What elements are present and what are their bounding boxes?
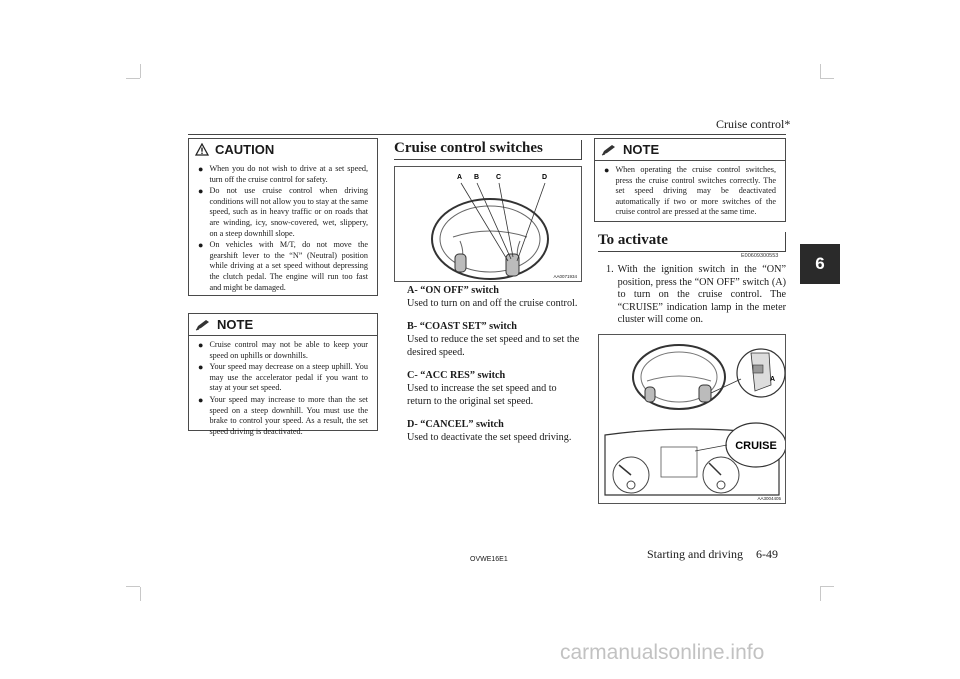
section-title-activate: To activate <box>598 232 668 248</box>
caution-item: ● Do not use cruise control when driving conditions will not allow you to stay at the same speed, such as in heavy traffic or on roads that are winding, icy, snow-covered, wet, slippery, on a steep downhill slope. <box>198 186 368 238</box>
warning-triangle-icon <box>195 143 209 156</box>
section-rule <box>394 159 582 160</box>
switch-title: D- “CANCEL” switch <box>407 419 504 430</box>
switch-description <box>407 285 583 311</box>
note-label: NOTE <box>623 142 660 157</box>
running-header-title: Cruise control* <box>716 117 791 131</box>
bullet-icon: ● <box>198 240 204 251</box>
section-rule <box>598 251 786 252</box>
caution-label: CAUTION <box>215 142 275 157</box>
note-item: ● Your speed may decrease on a steep uphill. You may use the accelerator pedal if you want to stay at your set speed. <box>198 362 368 393</box>
crop-mark <box>126 586 140 587</box>
steering-switches-figure <box>394 166 582 282</box>
crop-mark <box>820 587 821 601</box>
section-rule <box>785 232 786 252</box>
figure-label-d: D <box>542 174 548 181</box>
note-item: ● Cruise control may not be able to keep your speed on uphills or downhills. <box>198 340 368 360</box>
meter-cluster-illustration <box>599 335 785 503</box>
switch-description <box>407 321 583 359</box>
figure-label-a: A <box>457 174 463 181</box>
figure-code: AA0071934 <box>553 274 577 279</box>
bullet-icon: ● <box>198 186 204 197</box>
step-number: 1. <box>606 264 614 275</box>
switch-desc: Used to turn on and off the cruise control. <box>407 297 578 309</box>
section-rule <box>581 140 582 160</box>
crop-mark <box>140 587 141 601</box>
caution-header <box>189 139 377 160</box>
bullet-icon: ● <box>604 165 610 175</box>
note-box <box>188 313 378 436</box>
activate-step <box>606 264 786 327</box>
header-rule <box>188 134 786 135</box>
footer-code: OVWE16E1 <box>470 556 508 563</box>
crop-mark <box>820 78 834 79</box>
bullet-icon: ● <box>198 340 204 350</box>
caution-box <box>188 138 378 296</box>
switch-title: A- “ON OFF” switch <box>407 285 499 296</box>
figure-label-c: C <box>496 174 502 181</box>
bullet-icon: ● <box>198 164 204 174</box>
note-header <box>595 139 785 161</box>
note-header <box>189 314 377 336</box>
figure-code: AA3004405 <box>757 496 781 501</box>
switch-desc: Used to increase the set speed and to return to the original set speed. <box>407 382 557 407</box>
crop-mark <box>140 64 141 78</box>
watermark: carmanualsonline.info <box>560 641 765 664</box>
note-item: ● When operating the cruise control switches, press the cruise control switches correctly. The set speed driving may be deactivated automatically if two or more switches of the cruise control are pressed at the same time. <box>604 165 776 217</box>
crop-mark <box>820 64 821 78</box>
caution-item: ● When you do not wish to drive at a set speed, turn off the cruise control for safety. <box>198 164 368 184</box>
bullet-icon: ● <box>198 362 204 373</box>
switch-description <box>407 370 583 408</box>
section-title-switches: Cruise control switches <box>394 140 543 156</box>
note-item: ● Your speed may increase to more than the set speed on a steep downhill. You must use the brake to control your speed. As a result, the set speed driving is deactivated. <box>198 394 368 436</box>
figure-label-a: A <box>770 376 776 383</box>
section-code: E00609300553 <box>741 253 779 259</box>
figure-label-b: B <box>474 174 480 181</box>
step-text: With the ignition switch in the “ON” position, press the “ON OFF” switch (A) to turn on the cruise control. The “CRUISE” indication lamp in the meter cluster will come on. <box>617 264 786 326</box>
bullet-icon: ● <box>198 394 204 405</box>
note-label: NOTE <box>217 317 254 332</box>
switch-title: C- “ACC RES” switch <box>407 370 506 381</box>
switch-desc: Used to reduce the set speed and to set the desired speed. <box>407 333 580 358</box>
page-number: 6-49 <box>756 547 778 561</box>
note-box <box>594 138 786 222</box>
note-pencil-icon <box>601 144 617 156</box>
crop-mark <box>820 586 834 587</box>
cruise-indicator-figure <box>598 334 786 504</box>
chapter-tab: 6 <box>800 244 840 284</box>
footer-section: Starting and driving <box>647 547 743 561</box>
switch-desc: Used to deactivate the set speed driving. <box>407 431 572 443</box>
caution-item: ● On vehicles with M/T, do not move the gearshift lever to the “N” (Neutral) position while driving at a set speed without depressing the clutch pedal. The engine will run too fast and might be damaged. <box>198 240 368 292</box>
switch-title: B- “COAST SET” switch <box>407 321 517 332</box>
note-pencil-icon <box>195 319 211 331</box>
switch-description <box>407 419 583 445</box>
crop-mark <box>126 78 140 79</box>
steering-wheel-illustration <box>395 167 581 281</box>
cruise-lamp-label: CRUISE <box>735 440 777 452</box>
